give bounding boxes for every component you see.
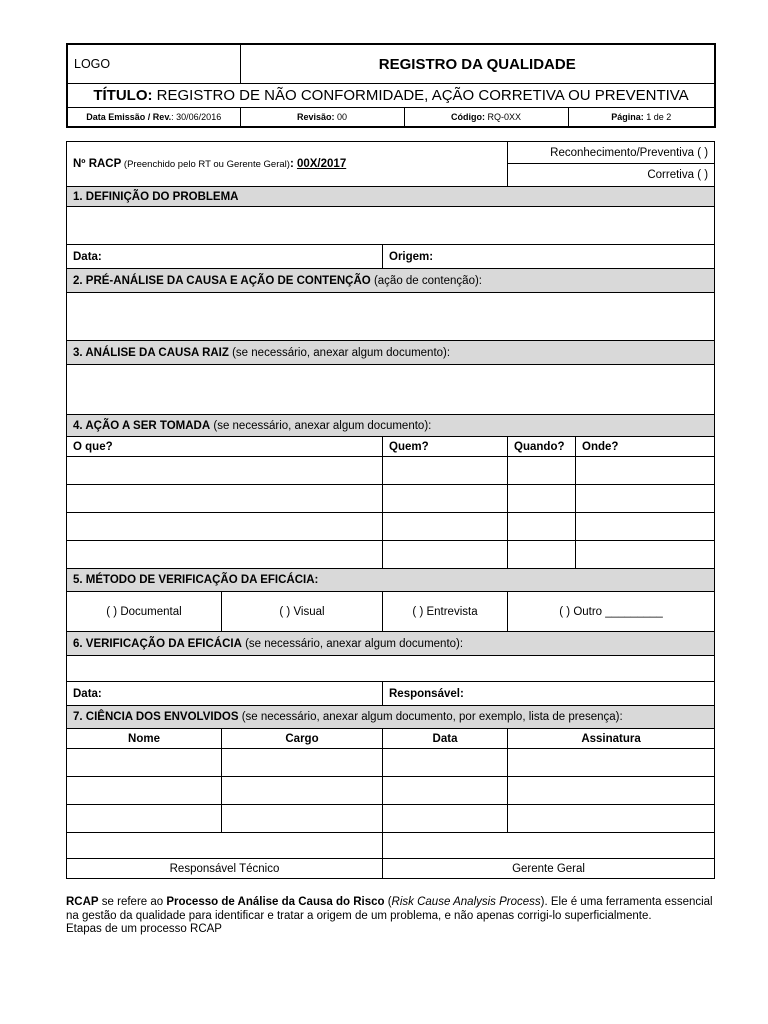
document-title: [67, 84, 715, 108]
cell-quando[interactable]: [508, 541, 576, 569]
section-6-title: 6. VERIFICAÇÃO DA EFICÁCIA: [73, 637, 242, 650]
cell-quando[interactable]: [508, 457, 576, 485]
section-3-title: 3. ANÁLISE DA CAUSA RAIZ: [73, 346, 229, 359]
table-row: [67, 777, 715, 805]
option-outro[interactable]: ( ) Outro _________: [508, 592, 715, 632]
signature-gg-field[interactable]: [383, 833, 715, 859]
section-7-header: [67, 706, 715, 729]
racp-number-field[interactable]: [67, 142, 508, 187]
cell-cargo[interactable]: [222, 749, 383, 777]
s1-origem-field[interactable]: Origem:: [383, 245, 715, 269]
racp-colon: :: [289, 158, 297, 170]
cell-data[interactable]: [383, 749, 508, 777]
section-6-header: [67, 632, 715, 656]
table-row: [67, 805, 715, 833]
cell-o-que[interactable]: [67, 541, 383, 569]
section-2-header: [67, 269, 715, 293]
meta-revisao: [240, 108, 404, 128]
table-row: [67, 513, 715, 541]
col-nome: Nome: [67, 729, 222, 749]
meta-codigo-label: Código:: [450, 112, 485, 122]
section-7-title: 7. CIÊNCIA DOS ENVOLVIDOS: [73, 711, 239, 723]
footer-paragraph: [66, 896, 716, 923]
section-1-header: 1. DEFINIÇÃO DO PROBLEMA: [67, 187, 715, 207]
footer-english: Risk Cause Analysis Process: [391, 896, 541, 908]
cell-quem[interactable]: [383, 457, 508, 485]
table-row: [67, 749, 715, 777]
section-2-title: 2. PRÉ-ANÁLISE DA CAUSA E AÇÃO DE CONTENÇÃO: [73, 274, 371, 287]
cell-data[interactable]: [383, 777, 508, 805]
cell-onde[interactable]: [576, 513, 715, 541]
section-4-note: (se necessário, anexar algum documento):: [210, 419, 432, 432]
cell-nome[interactable]: [67, 805, 222, 833]
problem-definition-field[interactable]: [67, 207, 715, 245]
col-assinatura: Assinatura: [508, 729, 715, 749]
s1-data-field[interactable]: Data:: [67, 245, 383, 269]
cell-o-que[interactable]: [67, 513, 383, 541]
meta-pagina: [568, 108, 715, 128]
section-2-note: (ação de contenção):: [370, 274, 482, 287]
meta-revisao-label: Revisão:: [296, 112, 335, 122]
footer-steps: Etapas de um processo RCAP: [66, 923, 222, 935]
cell-onde[interactable]: [576, 541, 715, 569]
cell-quando[interactable]: [508, 485, 576, 513]
signature-rt-label: Responsável Técnico: [67, 859, 383, 879]
meta-emissao-label: Data Emissão / Rev.: [86, 112, 172, 122]
meta-revisao-value: 00: [334, 112, 348, 122]
option-visual[interactable]: ( ) Visual: [222, 592, 383, 632]
cell-data[interactable]: [383, 805, 508, 833]
meta-codigo-value: RQ-0XX: [484, 112, 521, 122]
section-7-note: (se necessário, anexar algum documento, por exemplo, lista de presença):: [238, 711, 623, 723]
racp-form: [66, 141, 715, 879]
racp-value: 00X/2017: [296, 158, 347, 170]
section-5-header: 5. MÉTODO DE VERIFICAÇÃO DA EFICÁCIA:: [67, 569, 715, 592]
col-quem: Quem?: [383, 437, 508, 457]
option-corretiva[interactable]: Corretiva ( ): [508, 164, 715, 187]
cell-quem[interactable]: [383, 541, 508, 569]
cell-quando[interactable]: [508, 513, 576, 541]
section-4-header: [67, 415, 715, 437]
cell-cargo[interactable]: [222, 777, 383, 805]
cell-assinatura[interactable]: [508, 805, 715, 833]
footer-text-3: ). Ele é uma ferramenta essencial na gestão da qualidade para identificar e tratar a origem de um problema, e não apenas corrigi-lo superficialmente.: [66, 896, 713, 922]
logo-placeholder: LOGO: [67, 44, 240, 84]
col-o-que: O que?: [67, 437, 383, 457]
option-preventiva[interactable]: Reconhecimento/Preventiva ( ): [508, 142, 715, 164]
cell-quem[interactable]: [383, 513, 508, 541]
root-cause-field[interactable]: [67, 365, 715, 415]
efficacy-verification-field[interactable]: [67, 656, 715, 682]
section-4-title: 4. AÇÃO A SER TOMADA: [73, 419, 211, 432]
cell-o-que[interactable]: [67, 457, 383, 485]
footer-note: [66, 896, 716, 937]
cell-nome[interactable]: [67, 749, 222, 777]
table-row: [67, 541, 715, 569]
table-row: [67, 485, 715, 513]
meta-emissao-value: : 30/06/2016: [171, 112, 222, 122]
option-documental[interactable]: ( ) Documental: [67, 592, 222, 632]
s6-responsavel-field[interactable]: Responsável:: [383, 682, 715, 706]
option-entrevista[interactable]: ( ) Entrevista: [383, 592, 508, 632]
s6-data-field[interactable]: Data:: [67, 682, 383, 706]
cell-quem[interactable]: [383, 485, 508, 513]
cell-o-que[interactable]: [67, 485, 383, 513]
col-cargo: Cargo: [222, 729, 383, 749]
col-quando: Quando?: [508, 437, 576, 457]
cell-assinatura[interactable]: [508, 749, 715, 777]
cell-onde[interactable]: [576, 457, 715, 485]
col-onde: Onde?: [576, 437, 715, 457]
table-row: [67, 457, 715, 485]
cell-assinatura[interactable]: [508, 777, 715, 805]
pre-analysis-field[interactable]: [67, 293, 715, 341]
cell-nome[interactable]: [67, 777, 222, 805]
col-data: Data: [383, 729, 508, 749]
meta-pagina-label: Página:: [611, 112, 644, 122]
cell-cargo[interactable]: [222, 805, 383, 833]
document-header: [66, 43, 716, 128]
cell-onde[interactable]: [576, 485, 715, 513]
meta-emissao: [67, 108, 240, 128]
meta-codigo: [404, 108, 568, 128]
racp-note: (Preenchido pelo RT ou Gerente Geral): [121, 159, 290, 170]
section-6-note: (se necessário, anexar algum documento):: [241, 637, 464, 650]
footer-rcap: RCAP: [66, 896, 99, 908]
document-title-label: TÍTULO:: [93, 87, 153, 104]
signature-rt-field[interactable]: [67, 833, 383, 859]
signature-gg-label: Gerente Geral: [383, 859, 715, 879]
section-3-note: (se necessário, anexar algum documento):: [228, 346, 451, 359]
section-3-header: [67, 341, 715, 365]
footer-text-1: se refere ao: [98, 896, 167, 908]
footer-text-2: (: [384, 896, 392, 908]
header-title: REGISTRO DA QUALIDADE: [240, 44, 715, 84]
meta-pagina-value: 1 de 2: [643, 112, 672, 122]
racp-label: Nº RACP: [73, 158, 122, 170]
document-title-text: REGISTRO DE NÃO CONFORMIDADE, AÇÃO CORRETIVA OU PREVENTIVA: [152, 87, 689, 104]
footer-process: Processo de Análise da Causa do Risco: [166, 896, 385, 908]
